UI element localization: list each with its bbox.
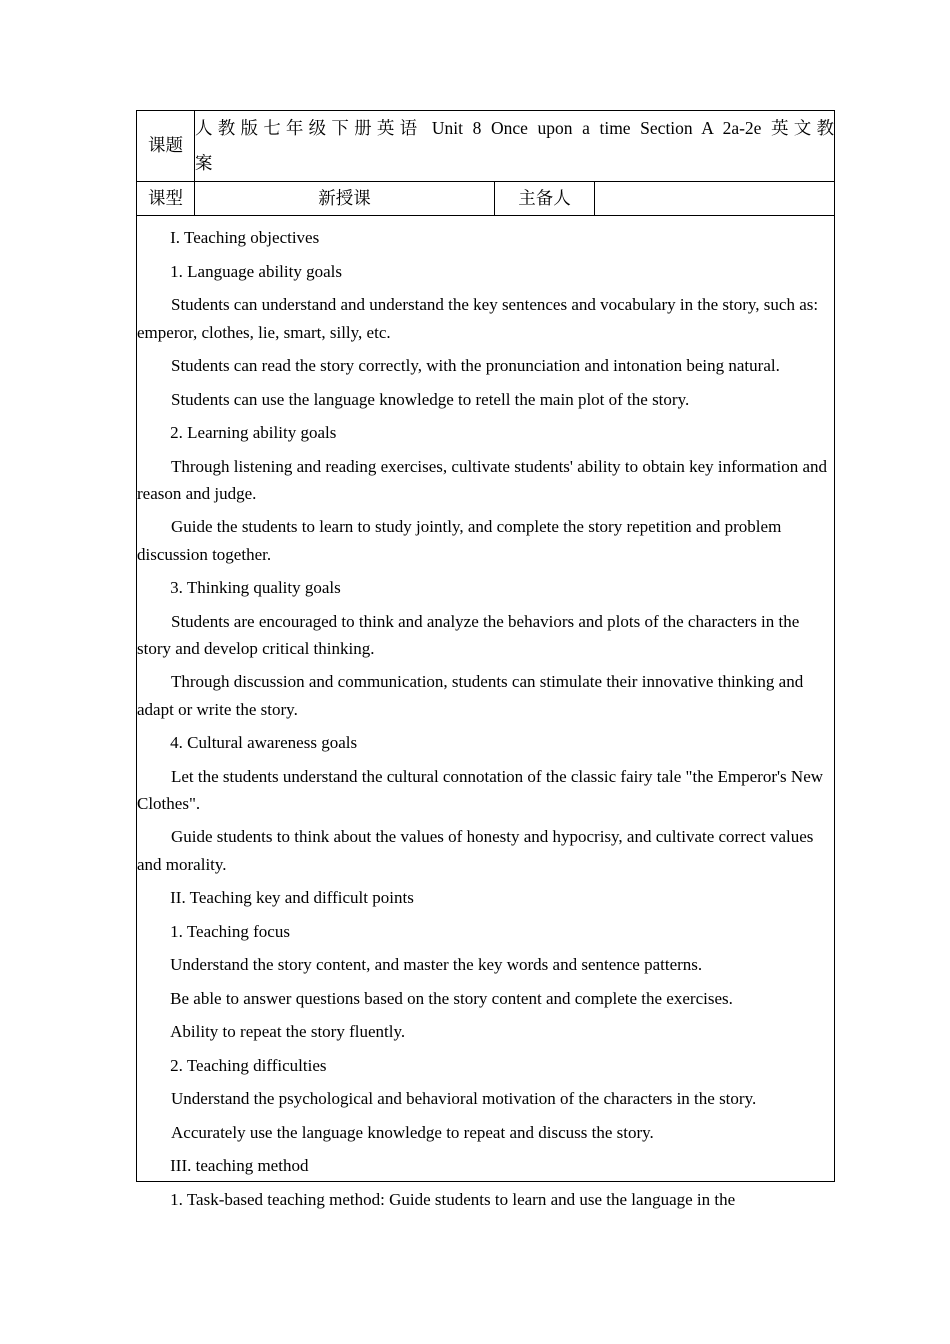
content-paragraph: Ability to repeat the story fluently. [170,1022,406,1042]
content-paragraph: 3. Thinking quality goals [170,578,341,598]
lesson-content-body [137,221,834,1209]
main-preparer-label: 主备人 [495,182,595,216]
table-row-lesson-type [137,182,835,216]
content-paragraph: Students can read the story correctly, with the pronunciation and intonation being natural. [171,356,780,376]
content-paragraph: Through discussion and communication, students can stimulate their innovative thinking and adapt or write the story. [137,672,804,719]
content-paragraph: Through listening and reading exercises, cultivate students' ability to obtain key information and reason and judge. [137,456,827,503]
topic-value [195,111,835,182]
content-paragraph: III. teaching method [170,1156,309,1176]
content-paragraph: Be able to answer questions based on the story content and complete the exercises. [170,988,733,1008]
content-paragraph: 2. Teaching difficulties [170,1055,327,1075]
content-paragraph: 2. Learning ability goals [170,423,337,443]
topic-value-line-1: 人教版七年级下册英语 Unit 8 Once upon a time Section A 2a-2e 英文教 [195,118,835,138]
content-paragraph: II. Teaching key and difficult points [170,888,414,908]
content-paragraph: 4. Cultural awareness goals [170,733,358,753]
content-paragraph: Understand the psychological and behavioral motivation of the characters in the story. [171,1089,757,1109]
lesson-type-label: 课型 [137,182,195,216]
main-preparer-value [595,182,835,216]
content-paragraph: 1. Task-based teaching method: Guide students to learn and use the language in the [170,1189,736,1209]
content-paragraph: Students can understand and understand the key sentences and vocabulary in the story, such as: emperor, clothes, lie, smart, silly, etc. [137,295,819,342]
topic-value-line-2: 案 [195,153,213,173]
content-paragraph: 1. Teaching focus [170,921,290,941]
topic-label: 课题 [137,111,195,182]
lesson-type-value: 新授课 [195,182,495,216]
content-paragraph: Guide students to think about the values of honesty and hypocrisy, and cultivate correct values and morality. [137,827,814,874]
table-row-topic [137,111,835,182]
content-paragraph: Understand the story content, and master the key words and sentence patterns. [170,955,703,975]
content-paragraph: Let the students understand the cultural connotation of the classic fairy tale "the Emperor's New Clothes". [137,766,824,813]
content-paragraph: Guide the students to learn to study jointly, and complete the story repetition and problem discussion together. [137,517,782,564]
content-paragraph: 1. Language ability goals [170,261,342,281]
content-paragraph: Students are encouraged to think and analyze the behaviors and plots of the characters in the story and develop critical thinking. [137,611,800,658]
content-paragraph: Students can use the language knowledge to retell the main plot of the story. [171,389,690,409]
lesson-content-cell [137,216,835,1209]
content-paragraph: I. Teaching objectives [170,228,320,248]
table-row-content [137,216,835,1182]
lesson-plan-table [136,110,835,1209]
content-paragraph: Accurately use the language knowledge to repeat and discuss the story. [171,1122,654,1142]
